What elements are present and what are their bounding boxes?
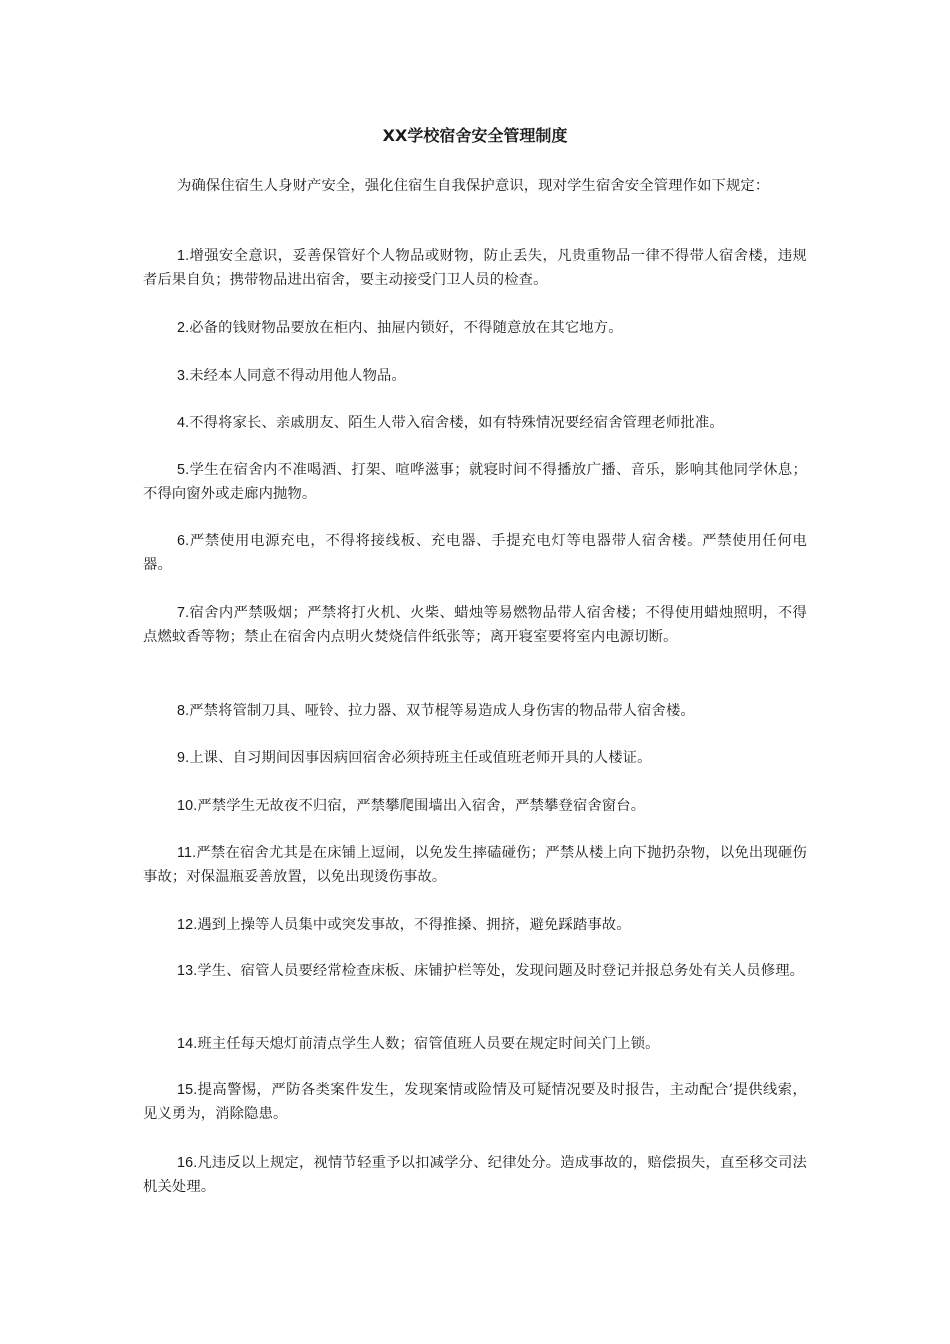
rule-text: 严禁在宿舍尤其是在床铺上逗闹，以免发生摔磕碰伤；严禁从楼上向下抛扔杂物，以免出现砸伤事故；对保温瓶妥善放置，以免出现烫伤事故。 xyxy=(143,845,807,885)
rule-item-6 xyxy=(143,529,807,577)
rule-number: 3. xyxy=(177,368,190,384)
rule-number: 12. xyxy=(177,917,198,933)
rule-text: 宿舍内严禁吸烟；严禁将打火机、火柴、蜡烛等易燃物品带人宿舍楼；不得使用蜡烛照明，不得点燃蚊香等物；禁止在宿舍内点明火焚烧信件纸张等；离开寝室要将室内电源切断。 xyxy=(143,605,807,645)
rule-number: 15. xyxy=(177,1082,198,1098)
rule-item-11 xyxy=(143,841,807,889)
intro-paragraph: 为确保住宿生人身财产安全，强化住宿生自我保护意识，现对学生宿舍安全管理作如下规定： xyxy=(177,178,770,194)
document-page xyxy=(143,0,807,1344)
rule-item-13 xyxy=(143,959,807,983)
rule-number: 2. xyxy=(177,320,190,336)
rule-number: 4. xyxy=(177,415,190,431)
rule-item-4 xyxy=(143,411,807,435)
rule-text: 上课、自习期间因事因病回宿舍必须持班主任或值班老师开具的人楼证。 xyxy=(189,750,652,766)
rule-text: 学生、宿管人员要经常检查床板、床铺护栏等处，发现问题及时登记并报总务处有关人员修理。 xyxy=(197,963,805,979)
rule-number: 10. xyxy=(177,798,198,814)
rule-number: 13. xyxy=(177,963,198,979)
rule-text: 遇到上操等人员集中或突发事故，不得推搡、拥挤，避免踩踏事故。 xyxy=(197,917,631,933)
rule-item-16 xyxy=(143,1151,807,1199)
rule-item-5 xyxy=(143,458,807,506)
rule-item-7 xyxy=(143,601,807,649)
rule-text: 增强安全意识，妥善保管好个人物品或财物，防止丢失，凡贵重物品一律不得带人宿舍楼，违规者后果自负；携带物品进出宿舍，要主动接受门卫人员的检查。 xyxy=(143,248,807,288)
rule-number: 11. xyxy=(177,845,197,861)
rule-text: 必备的钱财物品要放在柜内、抽屉内锁好，不得随意放在其它地方。 xyxy=(189,320,623,336)
rule-number: 8. xyxy=(177,703,190,719)
rule-item-10 xyxy=(143,794,807,818)
rule-item-8 xyxy=(143,699,807,723)
rule-item-1 xyxy=(143,244,807,292)
rule-text: 学生在宿舍内不准喝酒、打架、喧哗滋事；就寝时间不得播放广播、音乐，影响其他同学休息；不得向窗外或走廊内抛物。 xyxy=(143,462,807,502)
rule-item-15 xyxy=(143,1078,807,1126)
rule-number: 5. xyxy=(177,462,190,478)
rule-item-3 xyxy=(143,364,807,388)
rule-text: 不得将家长、亲戚朋友、陌生人带入宿舍楼，如有特殊情况要经宿舍管理老师批准。 xyxy=(189,415,724,431)
rule-item-9 xyxy=(143,746,807,770)
rule-number: 1. xyxy=(177,248,190,264)
rule-item-2 xyxy=(143,316,807,340)
rule-number: 14. xyxy=(177,1036,198,1052)
rule-number: 6. xyxy=(177,533,190,549)
rule-text: 提高警惕，严防各类案件发生，发现案情或险情及可疑情况要及时报告，主动配合’提供线索，见义勇为，消除隐患。 xyxy=(143,1082,807,1122)
rule-text: 未经本人同意不得动用他人物品。 xyxy=(189,368,406,384)
rule-text: 严禁将管制刀具、哑铃、拉力器、双节棍等易造成人身伤害的物品带人宿舍楼。 xyxy=(189,703,695,719)
rule-number: 7. xyxy=(177,605,190,621)
rule-number: 16. xyxy=(177,1155,198,1171)
rule-item-12 xyxy=(143,913,807,937)
rule-text: 凡违反以上规定，视情节轻重予以扣减学分、纪律处分。造成事故的，赔偿损失，直至移交司法机关处理。 xyxy=(143,1155,807,1195)
document-title: XX学校宿舍安全管理制度 xyxy=(382,126,568,145)
rule-item-14 xyxy=(143,1032,807,1056)
rule-text: 严禁学生无故夜不归宿，严禁攀爬围墙出入宿舍，严禁攀登宿舍窗台。 xyxy=(197,798,646,814)
rule-number: 9. xyxy=(177,750,190,766)
rule-text: 班主任每天熄灯前清点学生人数；宿管值班人员要在规定时间关门上锁。 xyxy=(197,1036,660,1052)
rule-text: 严禁使用电源充电，不得将接线板、充电器、手提充电灯等电器带人宿舍楼。严禁使用任何电器。 xyxy=(143,533,807,573)
